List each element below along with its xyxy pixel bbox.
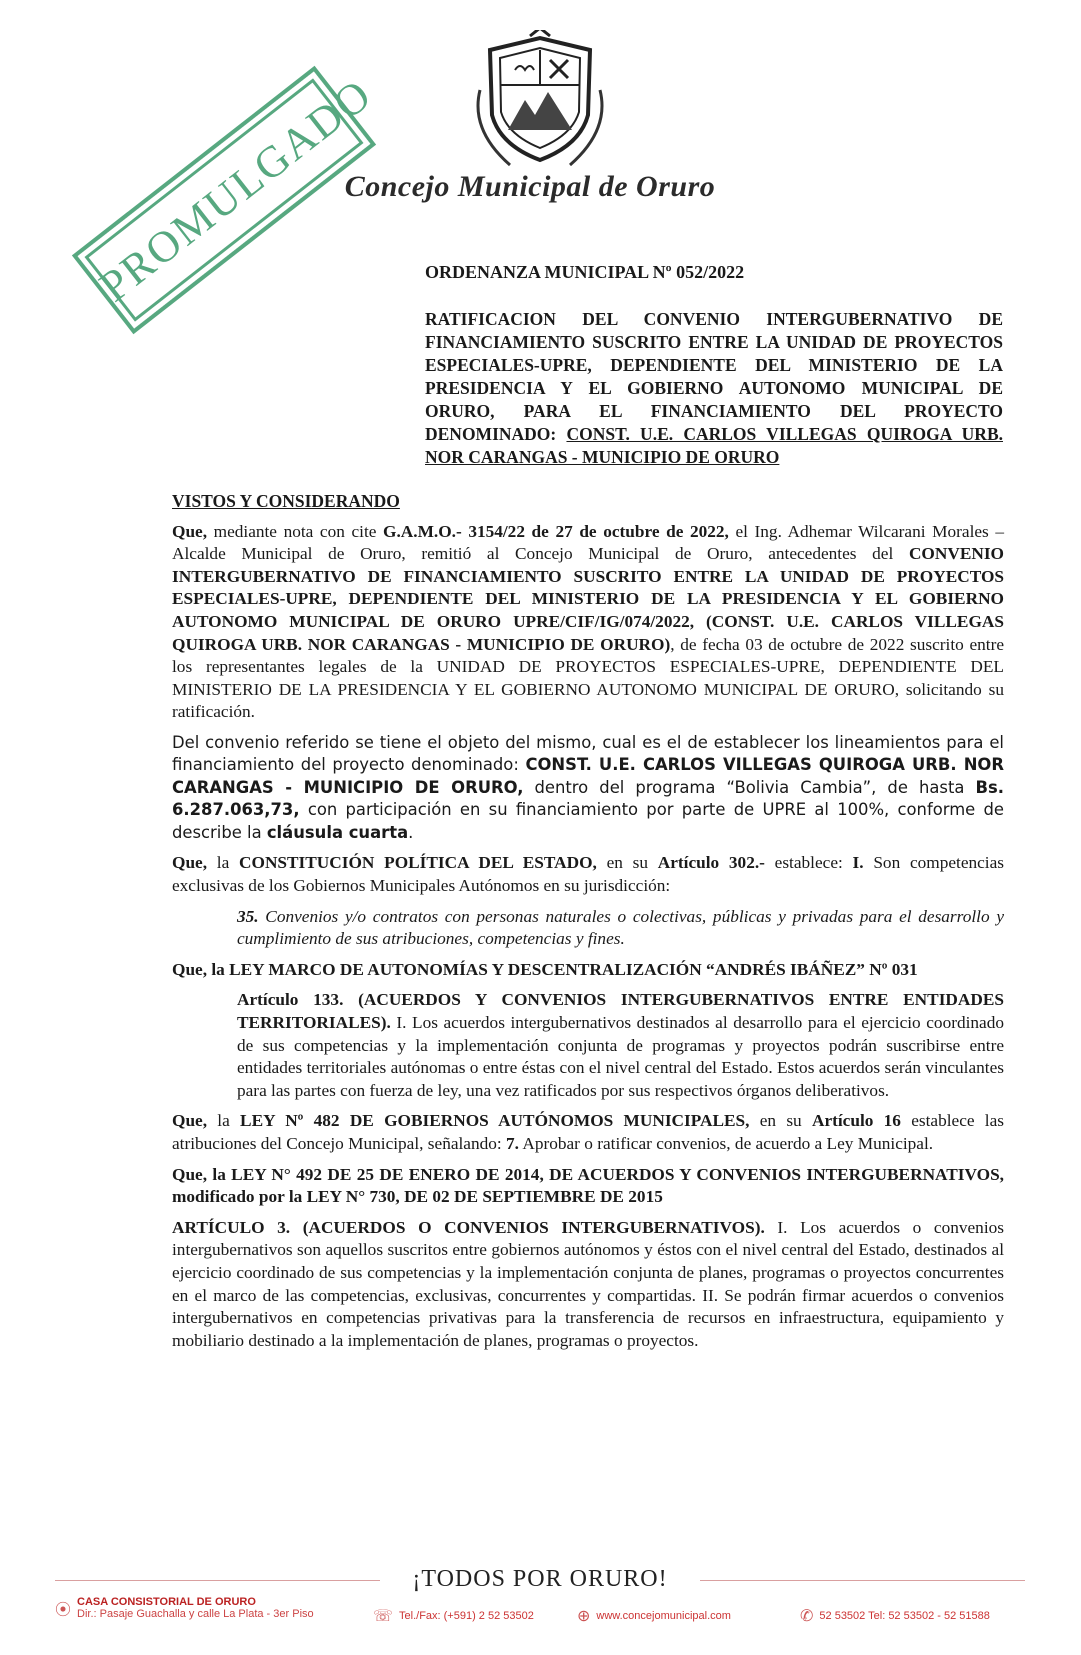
p2-d: Bs. 6.287.063,73,	[172, 777, 1004, 820]
q1-a: 35.	[237, 906, 259, 926]
location-pin-icon: ⦿	[55, 1601, 72, 1619]
ordinance-number: ORDENANZA MUNICIPAL Nº 052/2022	[425, 262, 745, 282]
p2-c: dentro del programa “Bolivia Cambia”, de hasta	[523, 777, 976, 797]
p4: Que, la LEY MARCO DE AUTONOMÍAS Y DESCENTRALIZACIÓN “ANDRÉS IBÁÑEZ” Nº 031	[172, 959, 918, 979]
p3-e: Artículo 302.-	[657, 853, 765, 873]
paragraph-1	[172, 521, 1004, 724]
p6-c: LEY Nº 482 DE GOBIERNOS AUTÓNOMOS MUNICIPALES,	[240, 1111, 750, 1131]
p1-b: mediante nota con cite	[207, 521, 384, 541]
p1-d: el Ing. Adhemar Wilcarani Morales – Alcalde Municipal de Oruro, remitió al Concejo Municipal de Oruro, antecedentes del	[172, 521, 1005, 564]
quote-1	[237, 906, 1004, 951]
globe-icon: ⊕	[577, 1608, 591, 1625]
ordinance-subject-text: RATIFICACION DEL CONVENIO INTERGUBERNATIVO DE FINANCIAMIENTO SUSCRITO ENTRE LA UNIDAD DE PROYECTOS ESPECIALES-UPRE, DEPENDIENTE DEL MINISTERIO DE LA PRESIDENCIA Y EL GOBIERNO AUTONOMO MUNICIPAL DE ORURO, PARA EL FINANCIAMIENTO DEL PROYECTO DENOMINADO:	[425, 309, 1003, 444]
p2-e: con participación en su financiamiento por parte de UPRE al 100%, conforme de describe la	[172, 800, 1004, 842]
promulgado-stamp: PROMULGADO	[72, 66, 376, 334]
p6-b: la	[207, 1111, 241, 1131]
p3-a: Que,	[172, 853, 208, 873]
p1-f: , de fecha 03 de octubre de 2022 suscrito entre los representantes legales de la UNIDAD DE PROYECTOS ESPECIALES-UPRE, DEPENDIENTE DEL MINISTERIO DE LA PRESIDENCIA Y EL GOBIERNO AUTONOMO MUNICIPAL DE ORURO, solicitando su ratificación.	[172, 634, 1004, 722]
paragraph-4	[172, 959, 1004, 982]
p2-a: Del convenio referido se tiene el objeto del mismo, cual es el de establecer los lineamientos para el financiamiento del proyecto denominado:	[172, 732, 1004, 775]
footer-phones	[800, 1606, 990, 1626]
p6-h: Aprobar o ratificar convenios, de acuerdo a Ley Municipal.	[518, 1133, 934, 1153]
paragraph-8	[172, 1217, 1004, 1353]
council-name: Concejo Municipal de Oruro	[344, 170, 716, 203]
p3-c: CONSTITUCIÓN POLÍTICA DEL ESTADO,	[239, 853, 597, 873]
p3-f: establece:	[764, 853, 853, 873]
telfax-text: Tel./Fax: (+591) 2 52 53502	[399, 1609, 534, 1622]
q1-b: Convenios y/o contratos con personas naturales o colectivas, públicas y privadas para el desarrollo y cumplimiento de sus atribuciones, competencias y fines.	[237, 906, 1004, 949]
p8-a: ARTÍCULO 3. (ACUERDOS O CONVENIOS INTERGUBERNATIVOS).	[172, 1217, 765, 1237]
p6-d: en su	[749, 1111, 812, 1131]
website-text[interactable]: www.concejomunicipal.com	[596, 1609, 731, 1622]
p2-b: CONST. U.E. CARLOS VILLEGAS QUIROGA URB. NOR CARANGAS - MUNICIPIO DE ORURO,	[172, 755, 1004, 797]
address-title: CASA CONSISTORIAL DE ORURO	[77, 1596, 256, 1608]
paragraph-2	[172, 732, 1004, 845]
ordinance-subject-project: CONST. U.E. CARLOS VILLEGAS QUIROGA URB. NOR CARANGAS - MUNICIPIO DE ORURO	[425, 424, 1003, 467]
p1-a: Que,	[172, 521, 208, 541]
address-text: Dir.: Pasaje Guachalla y calle La Plata - 3er Piso	[77, 1608, 314, 1620]
paragraph-7	[172, 1164, 1004, 1209]
footer-website[interactable]	[577, 1606, 731, 1626]
p3-b: la	[207, 853, 240, 873]
paragraph-5	[237, 989, 1004, 1102]
p1-c: G.A.M.O.- 3154/22 de 27 de octubre de 2022,	[383, 521, 729, 541]
p6-a: Que,	[172, 1111, 208, 1131]
section-heading: VISTOS Y CONSIDERANDO	[172, 491, 400, 511]
p1-e: CONVENIO INTERGUBERNATIVO DE FINANCIAMIENTO SUSCRITO ENTRE LA UNIDAD DE PROYECTOS ESPECIALES-UPRE, DEPENDIENTE DEL MINISTERIO DE LA PRESIDENCIA Y EL GOBIERNO AUTONOMO MUNICIPAL DE ORURO UPRE/CIF/IG/074/2022, (CONST. U.E. CARLOS VILLEGAS QUIROGA URB. NOR CARANGAS - MUNICIPIO DE ORURO)	[172, 544, 1004, 654]
paragraph-3	[172, 852, 1004, 897]
municipal-crest-icon	[460, 30, 620, 180]
footer-telfax	[373, 1606, 534, 1626]
p3-h: Son competencias exclusivas de los Gobiernos Municipales Autónomos en su jurisdicción:	[172, 853, 1004, 896]
p8-b: I. Los acuerdos o convenios intergubernativos son aquellos suscritos entre gobiernos autónomos y éstos con el nivel central del Estado, destinados al ejercicio coordinado de sus competencias y la implementación conjunta de planes, programas o proyectos concurrentes en el marco de las competencias, exclusivas, concurrentes y compartidas. II. Se podrán firmar acuerdos o convenios intergubernativos en competencias privativas para la transferencia de recursos en infraestructura, equipamiento y mobiliario destinado a la implementación de planes, programas o proyectos.	[172, 1217, 1004, 1350]
footer-address	[55, 1596, 314, 1620]
p5-a: Artículo 133. (ACUERDOS Y CONVENIOS INTERGUBERNATIVOS ENTRE ENTIDADES TERRITORIALES).	[237, 990, 1004, 1032]
phones-text: 52 53502 Tel: 52 53502 - 52 51588	[819, 1609, 990, 1622]
p6-f: establece las atribuciones del Concejo Municipal, señalando:	[172, 1111, 1004, 1153]
p7: Que, la LEY N° 492 DE 25 DE ENERO DE 2014, DE ACUERDOS Y CONVENIOS INTERGUBERNATIVOS, modificado por la LEY N° 730, DE 02 DE SEPTIEMBRE DE 2015	[172, 1164, 1004, 1207]
p6-g: 7.	[506, 1133, 519, 1153]
p2-g: .	[408, 822, 414, 842]
p6-e: Artículo 16	[811, 1111, 901, 1131]
p2-f: cláusula cuarta	[266, 822, 409, 842]
p3-g: I.	[852, 853, 864, 873]
fax-icon: ☏	[373, 1608, 394, 1625]
phone-icon: ✆	[800, 1608, 814, 1625]
p5-b: I. Los acuerdos intergubernativos destinados al desarrollo para el ejercicio coordinado de sus competencias y la implementación conjunta de programas y proyectos podrán suscribirse entre entidades territoriales autónomas o entre éstas con el nivel central del Estado. Estos acuerdos serán vinculantes para las partes con fuerza de ley, una vez ratificados por sus respectivos órganos deliberativos.	[237, 1013, 1004, 1100]
document-body	[172, 490, 1004, 1360]
paragraph-6	[172, 1110, 1004, 1155]
p3-d: en su	[596, 853, 658, 873]
footer-slogan: ¡TODOS POR ORURO!	[380, 1566, 700, 1593]
ordinance-subject	[425, 308, 1003, 469]
